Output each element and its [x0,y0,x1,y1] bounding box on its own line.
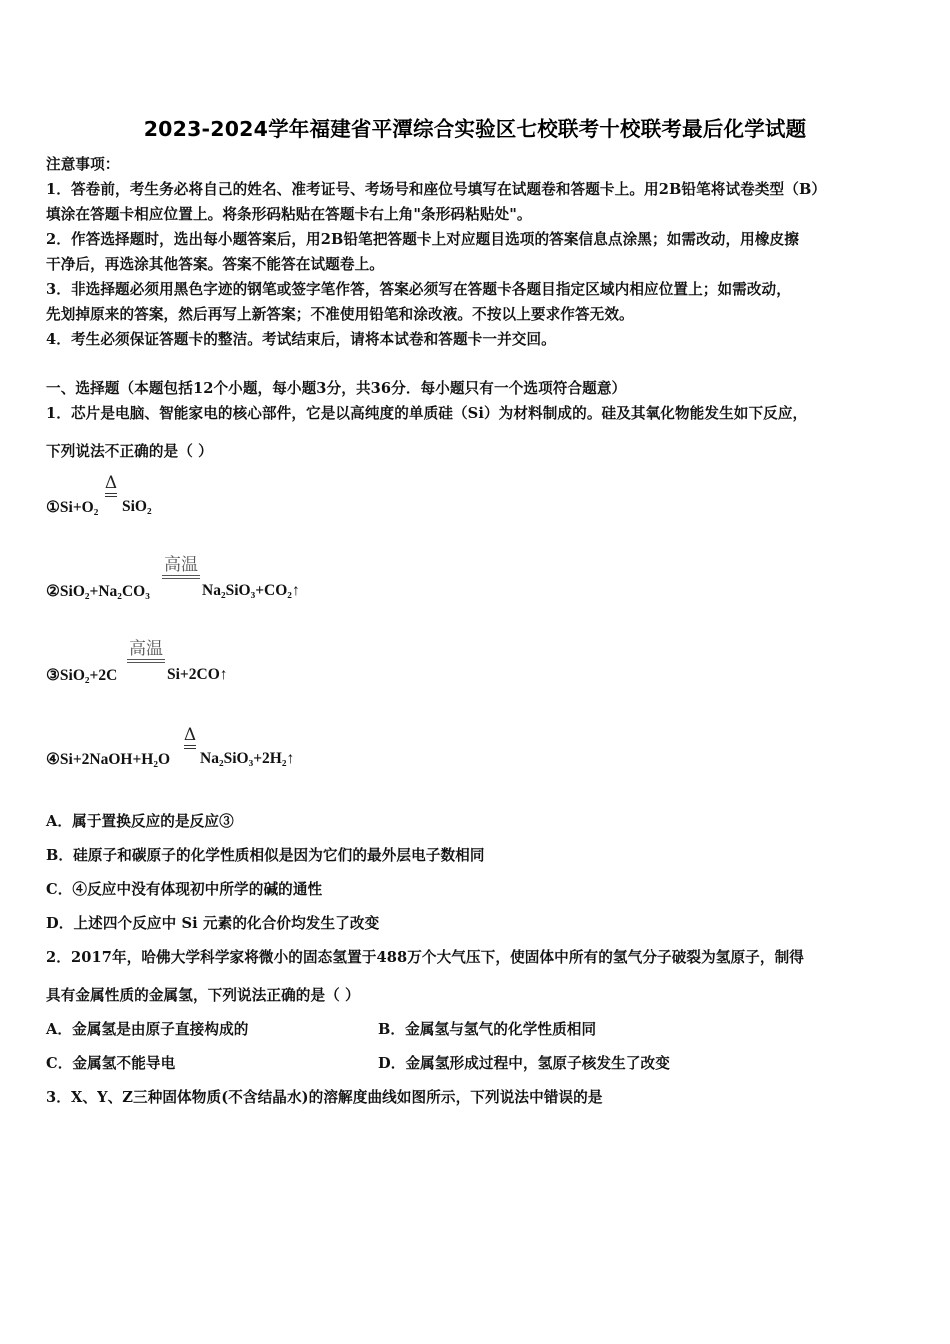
notice-line-2: 填涂在答题卡相应位置上。将条形码粘贴在答题卡右上角"条形码粘贴处"。 [46,206,532,223]
notice-line-3: 2．作答选择题时，选出每小题答案后，用2B铅笔把答题卡上对应题目选项的答案信息点涂黑；如需改动，用橡皮擦 [46,231,799,248]
double-line-icon [127,659,165,663]
reaction-rhs: Na₂SiO₃+CO₂↑ [202,582,300,599]
q2-stem-line-1: 2．2017年，哈佛大学科学家将微小的固态氢置于488万个大气压下，使固体中所有的氢气分子破裂为氢原子，制得 [46,949,804,966]
high-temp-label: 高温 [164,555,198,575]
notice-line-1: 1．答卷前，考生务必将自己的姓名、准考证号、考场号和座位号填写在试题卷和答题卡上。用2B铅笔将试卷类型（B） [46,181,827,198]
reaction-rhs: Na₂SiO₃+2H₂↑ [200,750,295,767]
option-label: C． [46,881,73,898]
q2-option-c[interactable] [46,1052,175,1073]
option-text: ④反应中没有体现初中所学的碱的通性 [72,881,323,898]
reaction-condition-high-temp [162,556,200,579]
notice-line-7: 4．考生必须保证答题卡的整洁。考试结束后，请将本试卷和答题卡一并交回。 [46,331,556,348]
q2-option-b[interactable] [378,1018,596,1039]
reaction-rhs: Si+2CO↑ [167,666,228,683]
reaction-lhs: SiO₂+2C [59,667,118,684]
reaction-condition-heat [104,474,118,497]
double-line-icon [105,493,117,497]
reaction-lhs: Si+2NaOH+H₂O [59,751,171,768]
reaction-1 [46,498,98,517]
option-text: 属于置换反应的是反应③ [72,813,234,830]
reaction-rhs: SiO₂ [122,498,152,515]
notice-heading: 注意事项： [46,156,120,173]
option-label: C． [46,1055,73,1072]
double-line-icon [184,745,196,749]
reaction-4 [46,750,170,769]
high-temp-label: 高温 [129,639,163,659]
reaction-lhs: Si+O₂ [59,499,99,516]
option-text: 金属氢不能导电 [72,1055,176,1072]
double-line-icon [162,575,200,579]
q2-stem-line-2: 具有金属性质的金属氢，下列说法正确的是（ ） [46,987,360,1004]
delta-icon: Δ [104,473,118,493]
q1-option-b[interactable] [46,844,485,865]
notice-line-5: 3．非选择题必须用黑色字迹的钢笔或签字笔作答，答案必须写在答题卡各题目指定区域内相应位置上；如需改动， [46,281,791,298]
option-label: B． [46,847,74,864]
q1-stem-line-1: 1．芯片是电脑、智能家电的核心部件，它是以高纯度的单质硅（Si）为材料制成的。硅及其氧化物能发生如下反应， [46,405,808,422]
reaction-lhs: SiO₂+Na₂CO₃ [59,583,150,600]
q1-option-c[interactable] [46,878,322,899]
option-text: 金属氢形成过程中，氢原子核发生了改变 [405,1055,670,1072]
section-heading: 一、选择题（本题包括12个小题，每小题3分，共36分．每小题只有一个选项符合题意） [46,380,627,397]
option-label: A． [46,1021,73,1038]
option-text: 金属氢与氢气的化学性质相同 [405,1021,597,1038]
option-text: 硅原子和碳原子的化学性质相似是因为它们的最外层电子数相同 [73,847,485,864]
reaction-marker: ① [46,499,60,516]
option-label: D． [46,915,74,932]
q1-stem-line-2: 下列说法不正确的是（ ） [46,443,213,460]
option-label: B． [378,1021,406,1038]
option-text: 金属氢是由原子直接构成的 [72,1021,249,1038]
reaction-marker: ③ [46,667,60,684]
reaction-marker: ④ [46,751,60,768]
q2-option-d[interactable] [378,1052,670,1073]
reaction-3 [46,666,117,685]
q2-option-a[interactable] [46,1018,248,1039]
document-title: 2023-2024学年福建省平潭综合实验区七校联考十校联考最后化学试题 [143,117,807,141]
q1-option-d[interactable] [46,912,379,933]
reaction-marker: ② [46,583,60,600]
q1-option-a[interactable] [46,810,234,831]
q3-stem-line-1: 3．X、Y、Z三种固体物质(不含结晶水)的溶解度曲线如图所示，下列说法中错误的是 [46,1089,603,1106]
option-text: 上述四个反应中 Si 元素的化合价均发生了改变 [73,915,380,932]
reaction-condition-high-temp [127,640,165,663]
option-label: A． [46,813,73,830]
option-label: D． [378,1055,406,1072]
reaction-2 [46,582,150,601]
notice-line-4: 干净后，再选涂其他答案。答案不能答在试题卷上。 [46,256,384,273]
reaction-condition-heat [183,726,197,749]
notice-line-6: 先划掉原来的答案，然后再写上新答案；不准使用铅笔和涂改液。不按以上要求作答无效。 [46,306,634,323]
delta-icon: Δ [183,725,197,745]
